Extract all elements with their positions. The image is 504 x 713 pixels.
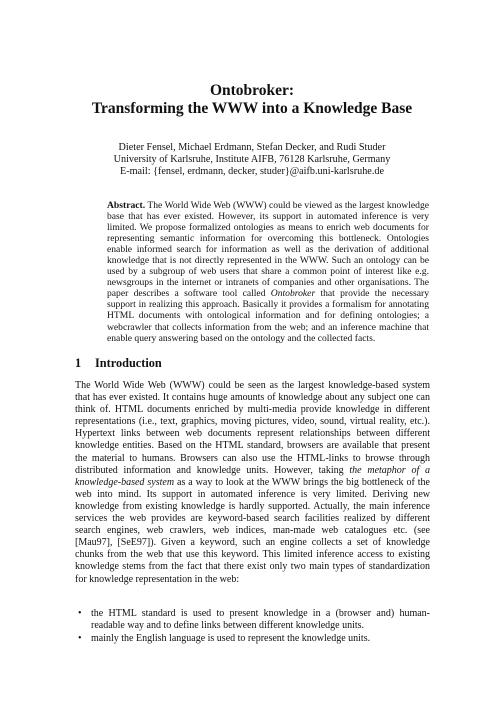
list-item (75, 633, 430, 645)
intro-emphasis: the metaphor of a knowledge-based system (75, 464, 431, 488)
author-affiliation: University of Karlsruhe, Institute AIFB, 76128 Karlsruhe, Germany (113, 154, 391, 165)
abstract-text-1: The World Wide Web (WWW) could be viewed as the largest knowledge base that has ever existed. However, its support in automated inference is very limited. We propose formalized ontologies as means to enrich web documents for representing semantic information for overcoming this bottleneck. Ontologies enable informed search for information as well as the derivation of additional knowledge that is not directly represented in the WWW. Such an ontology can be used by a subgroup of web users that share a common point of interest like e.g. newsgroups in the internet or intranets of companies and other organisations. The paper describes a software tool called (107, 200, 429, 300)
abstract-tool-name: Ontobroker (270, 288, 316, 300)
author-list: Dieter Fensel, Michael Erdmann, Stefan Decker, and Rudi Studer (118, 142, 386, 153)
list-item-text: mainly the English language is used to represent the knowledge units. (91, 633, 371, 645)
abstract-label: Abstract. (107, 200, 146, 211)
paper-title-line-2: Transforming the WWW into a Knowledge Base (91, 100, 413, 117)
intro-text-1: The World Wide Web (WWW) could be seen as the largest knowledge-based system that has ever existed. It contains huge amounts of knowledge about any subject one can think of. HTML documents enriched by multi-media provide knowledge in different representations (i.e., text, graphics, moving pictures, video, sound, virtual reality, etc.). Hypertext links between web documents represent relationships between different knowledge entities. Based on the HTML standard, browsers are available that present the material to humans. Browsers can also use the HTML-links to browse through distributed information and knowledge units. However, taking (75, 380, 430, 476)
author-email: E-mail: {fensel, erdmann, decker, studer}@aifb.uni-karlsruhe.de (119, 166, 384, 177)
list-item-text: the HTML standard is used to present knowledge in a (browser and) human-readable way and to define links between different knowledge units. (91, 608, 430, 632)
bullet-icon: • (78, 608, 82, 619)
list-item (75, 608, 430, 632)
abstract (107, 200, 429, 344)
section-title: Introduction (95, 356, 162, 370)
abstract-text-2: that provide the necessary support in realizing this approach. Basically it provides a formalism for annotating HTML documents with ontological information and for defining ontologies; a webcrawler that collects information from the web; and an inference machine that enable query answering based on the ontology and the collected facts. (107, 288, 429, 344)
intro-text-2: as a way to look at the WWW brings the big bottleneck of the web into mind. Its support in automated inference is very limited. Deriving new knowledge from existing knowledge is hardly supported. Actually, the main inference services the web provides are keyword-based search facilities realized by different search engines, web crawlers, web indices, man-made web catalogues etc. (see [Mau97], [SeE97]). Given a keyword, such an engine collects a set of knowledge chunks from the web that use this keyword. This limited inference access to existing knowledge stems from the fact that there exist only two main types of standardization for knowledge representation in the web: (75, 476, 430, 585)
intro-paragraph (75, 380, 430, 586)
section-number: 1 (75, 356, 82, 370)
section-heading (75, 356, 162, 370)
bullet-icon: • (78, 633, 82, 645)
bullet-list (75, 608, 430, 646)
paper-title-line-1: Ontobroker: (209, 82, 295, 99)
